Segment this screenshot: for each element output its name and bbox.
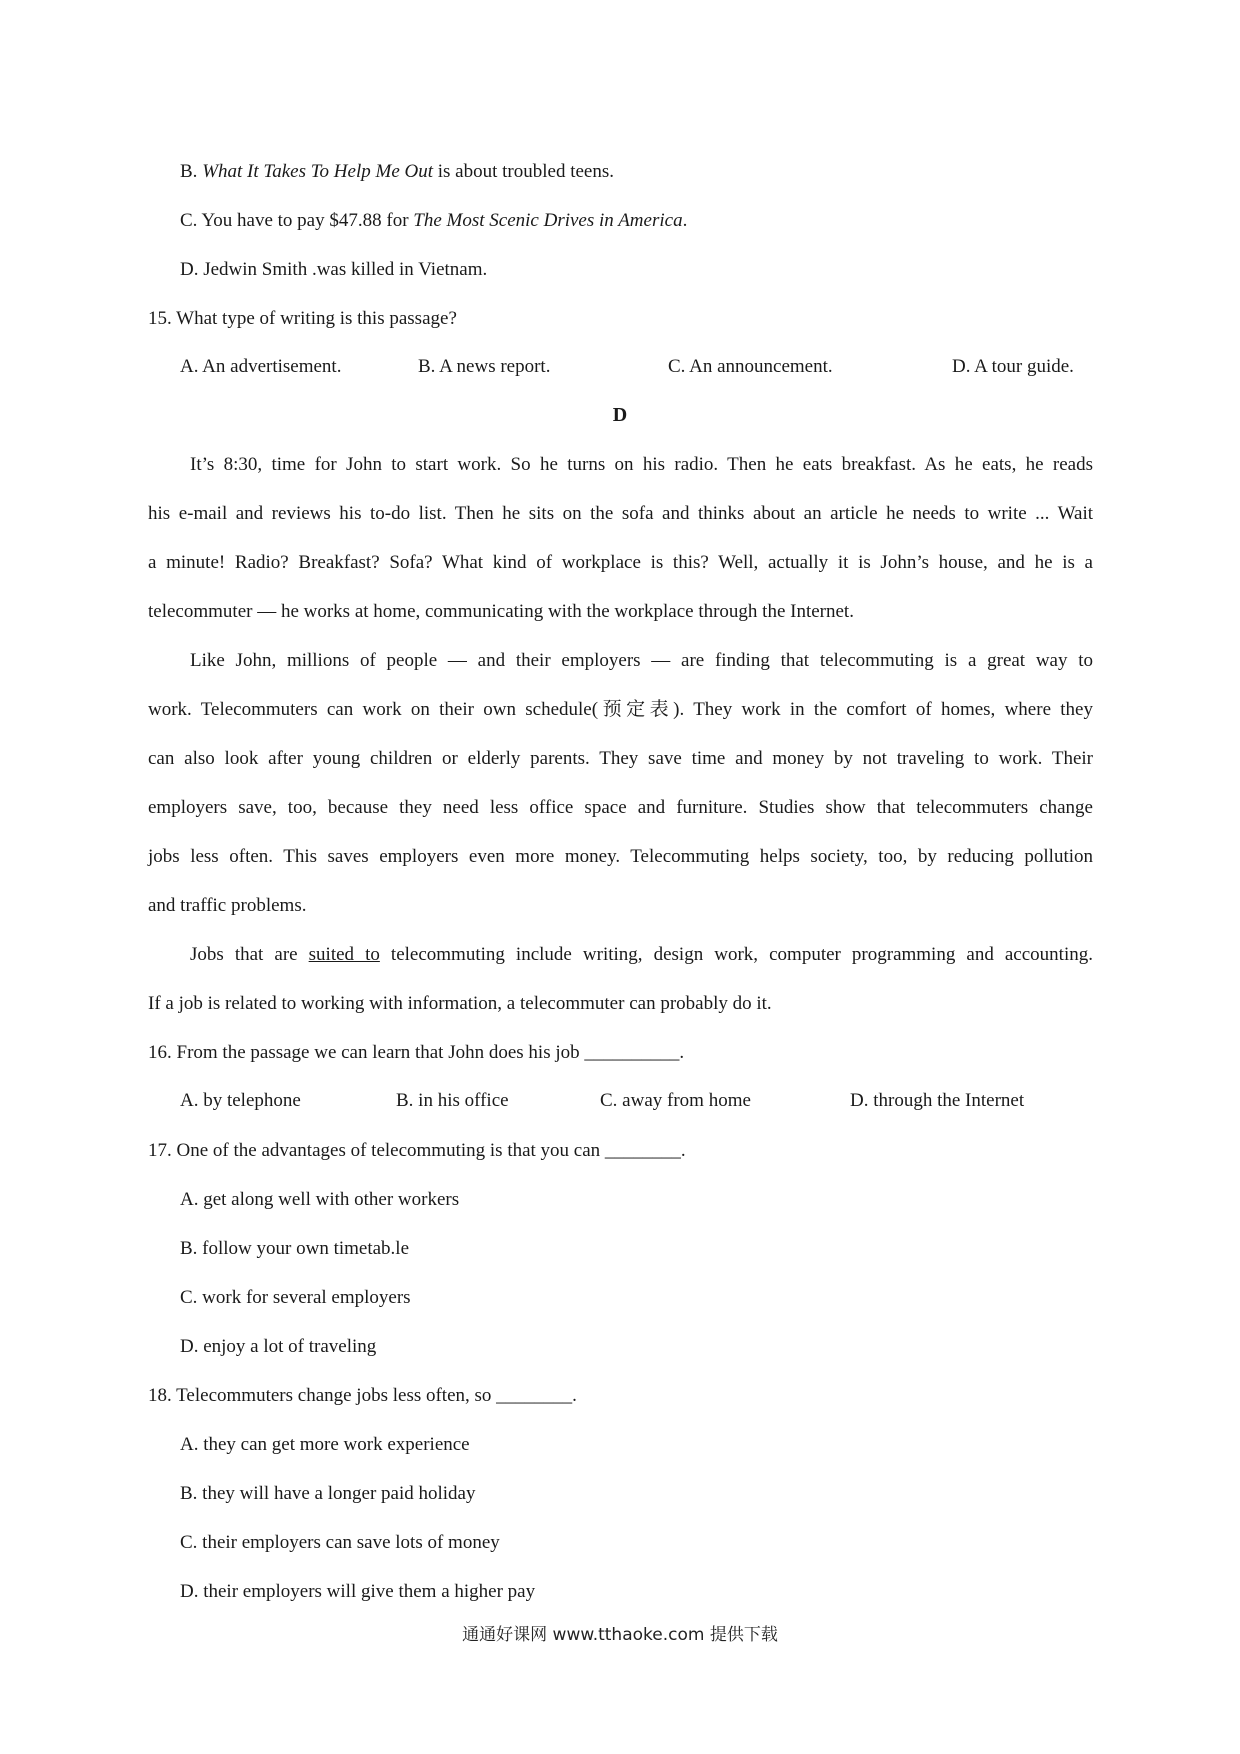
- passage-p1-line1-text: It’s 8:30, time for John to start work. So he turns on his radio. Then he eats breakfast. As he eats, he reads: [190, 454, 1093, 475]
- passage-p2-line5-text: jobs less often. This saves employers even more money. Telecommuting helps society, too, by reducing pollution: [148, 846, 1093, 867]
- q17-option-d: D. enjoy a lot of traveling: [180, 1336, 377, 1357]
- passage-p1-line1: [190, 453, 1093, 477]
- q16-option-b: B. in his office: [396, 1090, 509, 1111]
- passage-p2-line2: [148, 698, 1093, 722]
- passage-p2-line6: and traffic problems.: [148, 895, 307, 916]
- q14-option-c-suffix: .: [682, 210, 688, 231]
- q15-stem: 15. What type of writing is this passage?: [148, 308, 457, 329]
- passage-p2-line1: [190, 649, 1093, 673]
- q18-stem: 18. Telecommuters change jobs less often, so ________.: [148, 1385, 577, 1406]
- passage-p2-line5: [148, 845, 1093, 869]
- q14-option-c-prefix: C. You have to pay $47.88 for: [180, 210, 414, 231]
- passage-p2-line3: [148, 747, 1093, 771]
- q14-option-b: [180, 160, 614, 184]
- q15-option-b: B. A news report.: [418, 356, 551, 377]
- q14-option-b-title: What It Takes To Help Me Out: [202, 161, 433, 182]
- q17-option-c: C. work for several employers: [180, 1287, 411, 1308]
- q18-option-d: D. their employers will give them a higher pay: [180, 1581, 536, 1602]
- passage-p2-line2-text: work. Telecommuters can work on their own schedule(预定表). They work in the comfort of homes, where they: [148, 699, 1093, 720]
- q16-stem: 16. From the passage we can learn that John does his job __________.: [148, 1042, 685, 1063]
- q16-option-d: D. through the Internet: [850, 1090, 1025, 1111]
- section-d-heading: D: [612, 404, 628, 426]
- passage-p3-line2: If a job is related to working with information, a telecommuter can probably do it.: [148, 993, 772, 1014]
- passage-p3-post: telecommuting include writing, design work, computer programming and accounting.: [379, 944, 1093, 965]
- q14-option-b-prefix: B.: [180, 161, 203, 182]
- q16-option-c: C. away from home: [600, 1090, 751, 1111]
- passage-p1-line3-text: a minute! Radio? Breakfast? Sofa? What kind of workplace is this? Well, actually it is John’s house, and he is a: [148, 552, 1093, 573]
- passage-p2-line1-text: Like John, millions of people — and their employers — are finding that telecommuting is a great way to: [190, 650, 1093, 671]
- q14-option-b-suffix: is about troubled teens.: [433, 161, 614, 182]
- passage-p3-line1-text: [190, 943, 1093, 967]
- q16-options: [0, 1090, 1240, 1114]
- q15-option-a: A. An advertisement.: [180, 356, 342, 377]
- passage-p2-line4-text: employers save, too, because they need less office space and furniture. Studies show that telecommuters change: [148, 797, 1093, 818]
- q18-option-b: B. they will have a longer paid holiday: [180, 1483, 476, 1504]
- q16-option-a: A. by telephone: [180, 1090, 301, 1111]
- q18-option-c: C. their employers can save lots of money: [180, 1532, 500, 1553]
- passage-p1-line2: [148, 502, 1093, 526]
- q15-option-d: D. A tour guide.: [952, 356, 1074, 377]
- passage-p3-line1: [190, 943, 1093, 967]
- q14-option-c: [180, 209, 687, 233]
- page-footer: 通通好课网 www.tthaoke.com 提供下载: [462, 1625, 778, 1645]
- q14-option-c-title: The Most Scenic Drives in America: [413, 210, 683, 231]
- q17-option-b: B. follow your own timetab.le: [180, 1238, 410, 1259]
- q15-options: [0, 356, 1240, 380]
- underlined-phrase: suited to: [308, 944, 380, 965]
- q17-option-a: A. get along well with other workers: [180, 1189, 460, 1210]
- passage-p2-line3-text: can also look after young children or elderly parents. They save time and money by not traveling to work. Their: [148, 748, 1093, 769]
- passage-p3-pre: Jobs that are: [190, 944, 309, 965]
- q18-option-a: A. they can get more work experience: [180, 1434, 470, 1455]
- q14-option-d: D. Jedwin Smith .was killed in Vietnam.: [180, 259, 488, 280]
- passage-p1-line4: telecommuter — he works at home, communicating with the workplace through the Internet.: [148, 601, 854, 622]
- passage-p1-line3: [148, 551, 1093, 575]
- q17-stem: 17. One of the advantages of telecommuting is that you can ________.: [148, 1140, 686, 1161]
- q15-option-c: C. An announcement.: [668, 356, 833, 377]
- passage-p2-line4: [148, 796, 1093, 820]
- passage-p1-line2-text: his e-mail and reviews his to-do list. Then he sits on the sofa and thinks about an article he needs to write ... Wait: [148, 503, 1093, 524]
